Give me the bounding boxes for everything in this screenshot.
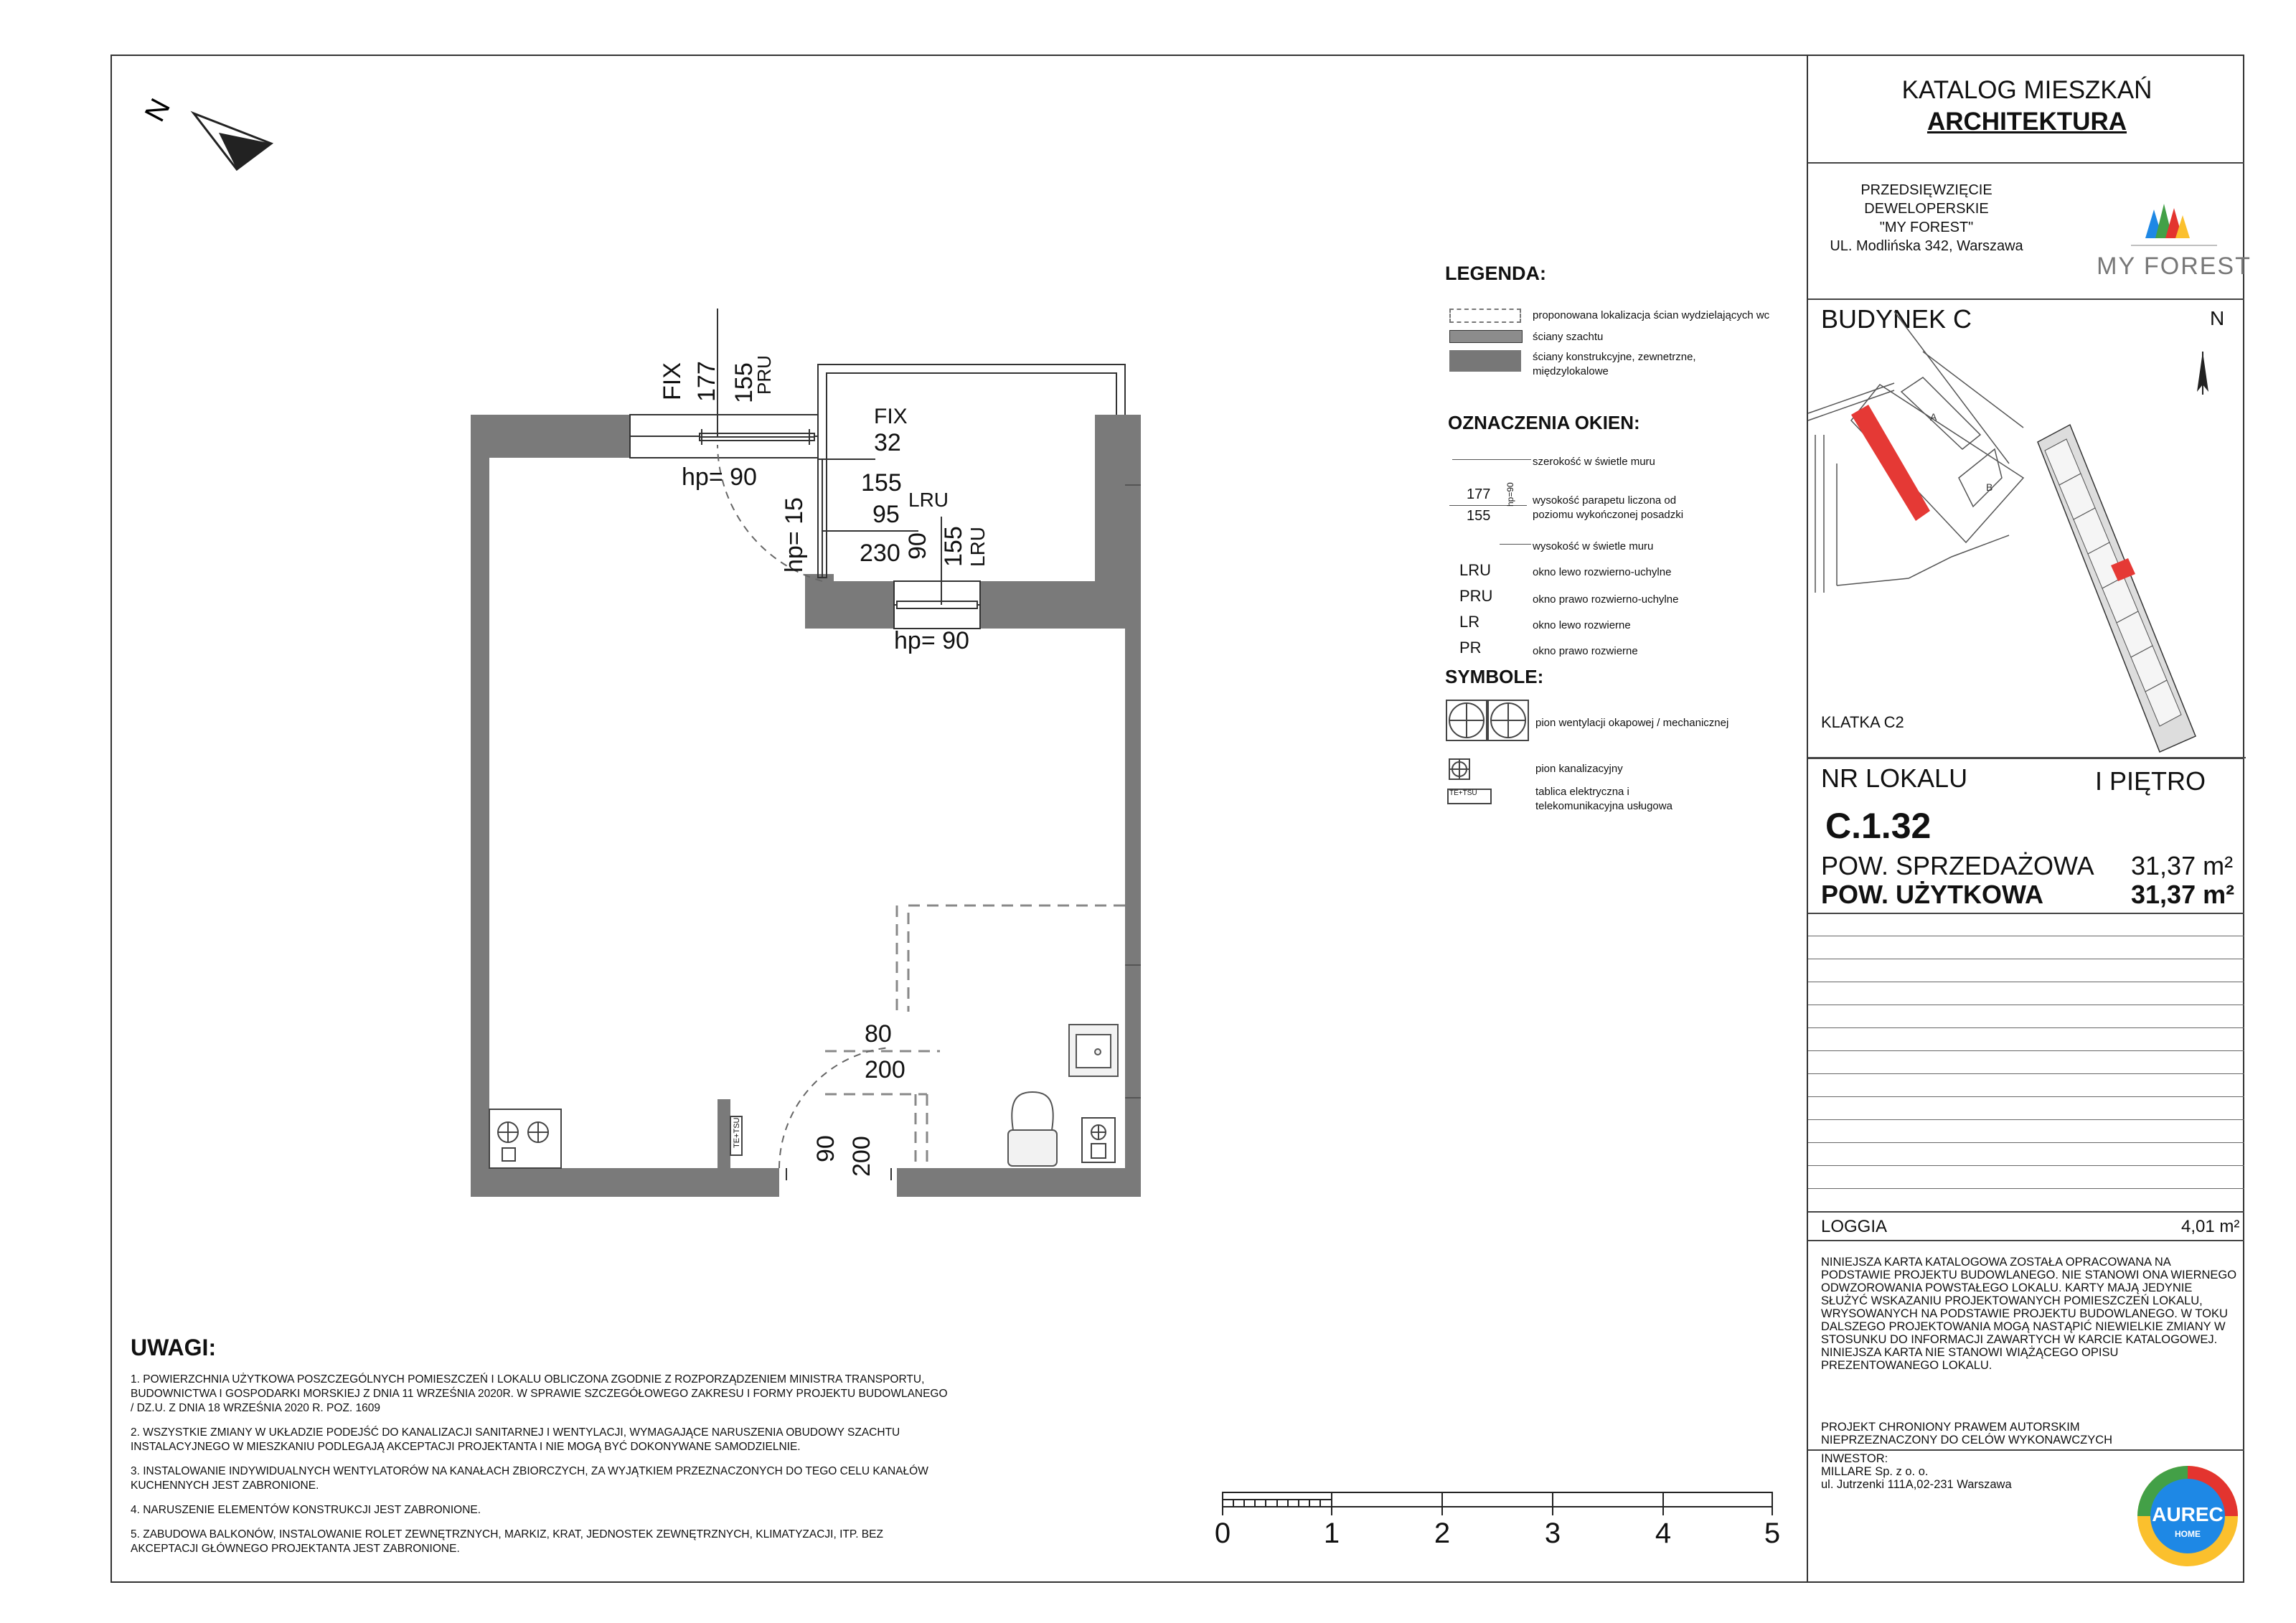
symbol-vent-desc: pion wentylacji okapowej / mechanicznej <box>1535 717 1729 729</box>
site-key-plan <box>1808 298 2246 758</box>
win1-hp: hp= 90 <box>682 464 757 491</box>
my-forest-logo-text: MY FOREST <box>2097 253 2252 280</box>
sale-area-label: POW. SPRZEDAŻOWA <box>1821 851 2094 880</box>
win1-width: 177 <box>693 361 720 402</box>
usable-area-value: 31,37 m² <box>2131 880 2235 909</box>
copyright-line1: PROJEKT CHRONIONY PRAWEM AUTORSKIM <box>1821 1421 2080 1434</box>
windows-sample-num1: 177 <box>1467 486 1491 502</box>
loggia-label: LOGGIA <box>1821 1217 1888 1236</box>
staircase-label: KLATKA C2 <box>1821 713 1904 731</box>
project-line1: PRZEDSIĘWZIĘCIE <box>1860 182 1992 198</box>
win2-a: 155 <box>861 469 902 497</box>
window-type-code-2: LR <box>1459 613 1480 631</box>
project-line2: DEWELOPERSKIE <box>1864 201 1989 217</box>
copyright-line2: NIEPRZEZNACZONY DO CELÓW WYKONAWCZYCH <box>1821 1434 2113 1446</box>
building-north-label: N <box>2210 307 2225 329</box>
project-info <box>1808 181 2045 255</box>
legend-item-shaft: ściany szachtu <box>1533 331 1604 343</box>
washbasin <box>1069 1025 1118 1076</box>
legend-shaft-swatch <box>1449 330 1523 343</box>
window-type-code-0: LRU <box>1459 561 1492 579</box>
windows-sample-num2: 155 <box>1467 508 1491 524</box>
door-bath-width: 80 <box>865 1020 892 1048</box>
window-type-desc-0: okno lewo rozwierno-uchylne <box>1533 566 1672 578</box>
disclaimer: NINIEJSZA KARTA KATALOGOWA ZOSTAŁA OPRACOWANA NA PODSTAWIE PROJEKTU BUDOWLANEGO. NIE STANOWI ONA WIERNEGO ODWZOROWANIA POWSTAŁEGO LOKALU. KARTY MAJĄ JEDYNIE SŁUŻYĆ WSKAZANIU PROJEKTOWANYCH POMIESZCZEŃ LOKALU, WRYSOWANYCH NA PODSTAWIE PROJEKTU BUDOWLANEGO. W TOKU DALSZEGO PROJEKTOWANIA MOGĄ NASTĄPIĆ NIEWIELKIE ZMIANY W STOSUNKU DO INFORMACJI ZAWARTYCH W KARCIE KATALOGOWEJ. NINIEJSZA KARTA NIE STANOWI WIĄŻĄCEGO OPISU PREZENTOWANEGO LOKALU. <box>1821 1256 2237 1372</box>
loggia-value: 4,01 m² <box>2181 1217 2240 1236</box>
legend-title: LEGENDA: <box>1445 263 1546 284</box>
win3-type: LRU <box>966 526 989 567</box>
win3-width: 90 <box>904 532 931 560</box>
scale-tick-5: 5 <box>1764 1518 1781 1549</box>
legend-wall-swatch <box>1449 350 1521 372</box>
win2-b: 95 <box>872 501 900 528</box>
aurec-logo-text: AUREC <box>2152 1503 2224 1525</box>
note-3: 3. INSTALOWANIE INDYWIDUALNYCH WENTYLATORÓW NA KANAŁACH ZBIORCZYCH, ZA WYJĄTKIEM PRZEZNACZONYCH DO TEGO CELU KANAŁÓW KUCHENNYCH JEST ZABRONIONE. <box>131 1465 928 1492</box>
my-forest-logo <box>2097 188 2252 296</box>
plan-north-label: N <box>138 93 177 127</box>
win3-height: 155 <box>940 526 967 567</box>
scale-tick-4: 4 <box>1655 1518 1672 1549</box>
unit-number: C.1.32 <box>1825 806 1932 846</box>
window-type-code-1: PRU <box>1459 587 1493 605</box>
symbol-panel-desc: tablica elektryczna i <box>1535 786 1629 798</box>
catalog-title: KATALOG MIESZKAŃ <box>1901 76 2152 104</box>
toilet <box>1008 1092 1057 1166</box>
project-line4: UL. Modlińska 342, Warszawa <box>1830 238 2023 254</box>
legend-item-walls2: międzylokalowe <box>1533 365 1609 377</box>
window-type-desc-2: okno lewo rozwierne <box>1533 619 1631 631</box>
windows-title: OZNACZENIA OKIEN: <box>1448 412 1640 433</box>
note-4: 4. NARUSZENIE ELEMENTÓW KONSTRUKCJI JEST ZABRONIONE. <box>131 1504 481 1516</box>
plan-north-arrow <box>139 93 271 169</box>
legend-item-walls: ściany konstrukcyjne, zewnetrzne, <box>1533 351 1696 363</box>
note-2: 2. WSZYSTKIE ZMIANY W UKŁADZIE PODEJŚĆ DO KANALIZACJI SANITARNEJ I WENTYLACJI, WYMAGAJĄCE NARUSZENIA OBUDOWY SZACHTU INSTALACYJNEGO W MIESZKANIU PODLEGAJĄ AKCEPTACJI PROJEKTANTA I NIE MOGĄ BYĆ DOKONYWANE SAMODZIELNIE. <box>131 1426 900 1453</box>
windows-sill-desc: wysokość parapetu liczona od <box>1533 494 1677 507</box>
unit-nr-label: NR LOKALU <box>1821 763 1968 793</box>
win1-fix: FIX <box>659 362 686 400</box>
legend-wc-swatch <box>1449 309 1521 323</box>
investor-label: INWESTOR: <box>1821 1452 1888 1465</box>
sale-area-value: 31,37 m² <box>2131 851 2234 880</box>
aurec-logo-sub: HOME <box>2175 1529 2201 1539</box>
win2-type: LRU <box>908 489 949 511</box>
win3-hp: hp= 90 <box>894 627 969 654</box>
wing-b-label: B <box>1986 481 1993 493</box>
win1-height: 155 <box>730 362 758 403</box>
win2-c: 230 <box>860 540 900 567</box>
scale-tick-0: 0 <box>1214 1518 1231 1549</box>
note-5: 5. ZABUDOWA BALKONÓW, INSTALOWANIE ROLET ZEWNĘTRZNYCH, MARKIZ, KRAT, JEDNOSTEK ZEWNĘTRZNYCH, KLIMATYZACJI, ITP. BEZ AKCEPTACJI GŁÓWNEGO PROJEKTANTA JEST ZABRONIONE. <box>131 1528 883 1555</box>
window-type-desc-1: okno prawo rozwierno-uchylne <box>1533 593 1679 606</box>
scale-tick-1: 1 <box>1323 1518 1340 1549</box>
scale-tick-3: 3 <box>1544 1518 1561 1549</box>
windows-sample-hp: hp=90 <box>1505 482 1515 507</box>
windows-height-desc: wysokość w świetle muru <box>1533 540 1654 552</box>
win2-hp: hp= 15 <box>781 497 808 573</box>
section-title: ARCHITEKTURA <box>1926 108 2127 136</box>
symbol-sewer-desc: pion kanalizacyjny <box>1535 763 1623 775</box>
symbol-panel-desc2: telekomunikacyjna usługowa <box>1535 800 1672 812</box>
investor-address: ul. Jutrzenki 111A,02-231 Warszawa <box>1821 1478 2012 1491</box>
scale-tick-2: 2 <box>1434 1518 1451 1549</box>
window-type-code-3: PR <box>1459 639 1482 657</box>
investor-name: MILLARE Sp. z o. o. <box>1821 1465 1929 1478</box>
shaft-bath <box>1082 1118 1115 1162</box>
usable-area-label: POW. UŻYTKOWA <box>1821 880 2043 909</box>
notes <box>131 1335 949 1566</box>
win2-width: 32 <box>874 429 901 456</box>
symbols-title: SYMBOLE: <box>1445 666 1544 687</box>
project-line3: "MY FOREST" <box>1879 220 1974 235</box>
wing-a-label: A <box>1930 411 1937 423</box>
legend-item-wc: proponowana lokalizacja ścian wydzielających wc <box>1533 309 1770 321</box>
unit-floor: I PIĘTRO <box>2095 766 2206 796</box>
aurec-logo <box>2134 1462 2241 1570</box>
shaft-kitchen <box>489 1109 561 1168</box>
windows-sill-desc2: poziomu wykończonej posadzki <box>1533 509 1684 521</box>
door-bath-height: 200 <box>865 1056 905 1083</box>
win1-type: PRU <box>753 355 775 395</box>
windows-width-desc: szerokość w świetle muru <box>1533 456 1655 468</box>
door-entry-height: 200 <box>848 1136 875 1177</box>
notes-title: UWAGI: <box>131 1335 217 1360</box>
window-type-desc-3: okno prawo rozwierne <box>1533 645 1638 657</box>
door-entry-width: 90 <box>812 1135 839 1162</box>
note-1: 1. POWIERZCHNIA UŻYTKOWA POSZCZEGÓLNYCH POMIESZCZEŃ I LOKALU OBLICZONA ZGODNIE Z ROZPORZĄDZENIEM MINISTRA TRANSPORTU, BUDOWNICTWA I GOSPODARKI MORSKIEJ Z DNIA 11 WRZEŚNIA 2020R. W SPRAWIE SZCZEGÓŁOWEGO ZAKRESU I FORMY PROJEKTU BUDOWLANEGO / DZ.U. Z DNIA 18 WRZEŚNIA 2020 R. POZ. 1609 <box>131 1373 948 1414</box>
win2-fix: FIX <box>874 405 908 428</box>
symbol-panel-tag: TE+TSU <box>1449 789 1477 797</box>
title-block <box>1807 55 2252 1583</box>
panel-tag: TE+TSU <box>733 1117 741 1148</box>
building-label: BUDYNEK C <box>1821 304 1972 334</box>
